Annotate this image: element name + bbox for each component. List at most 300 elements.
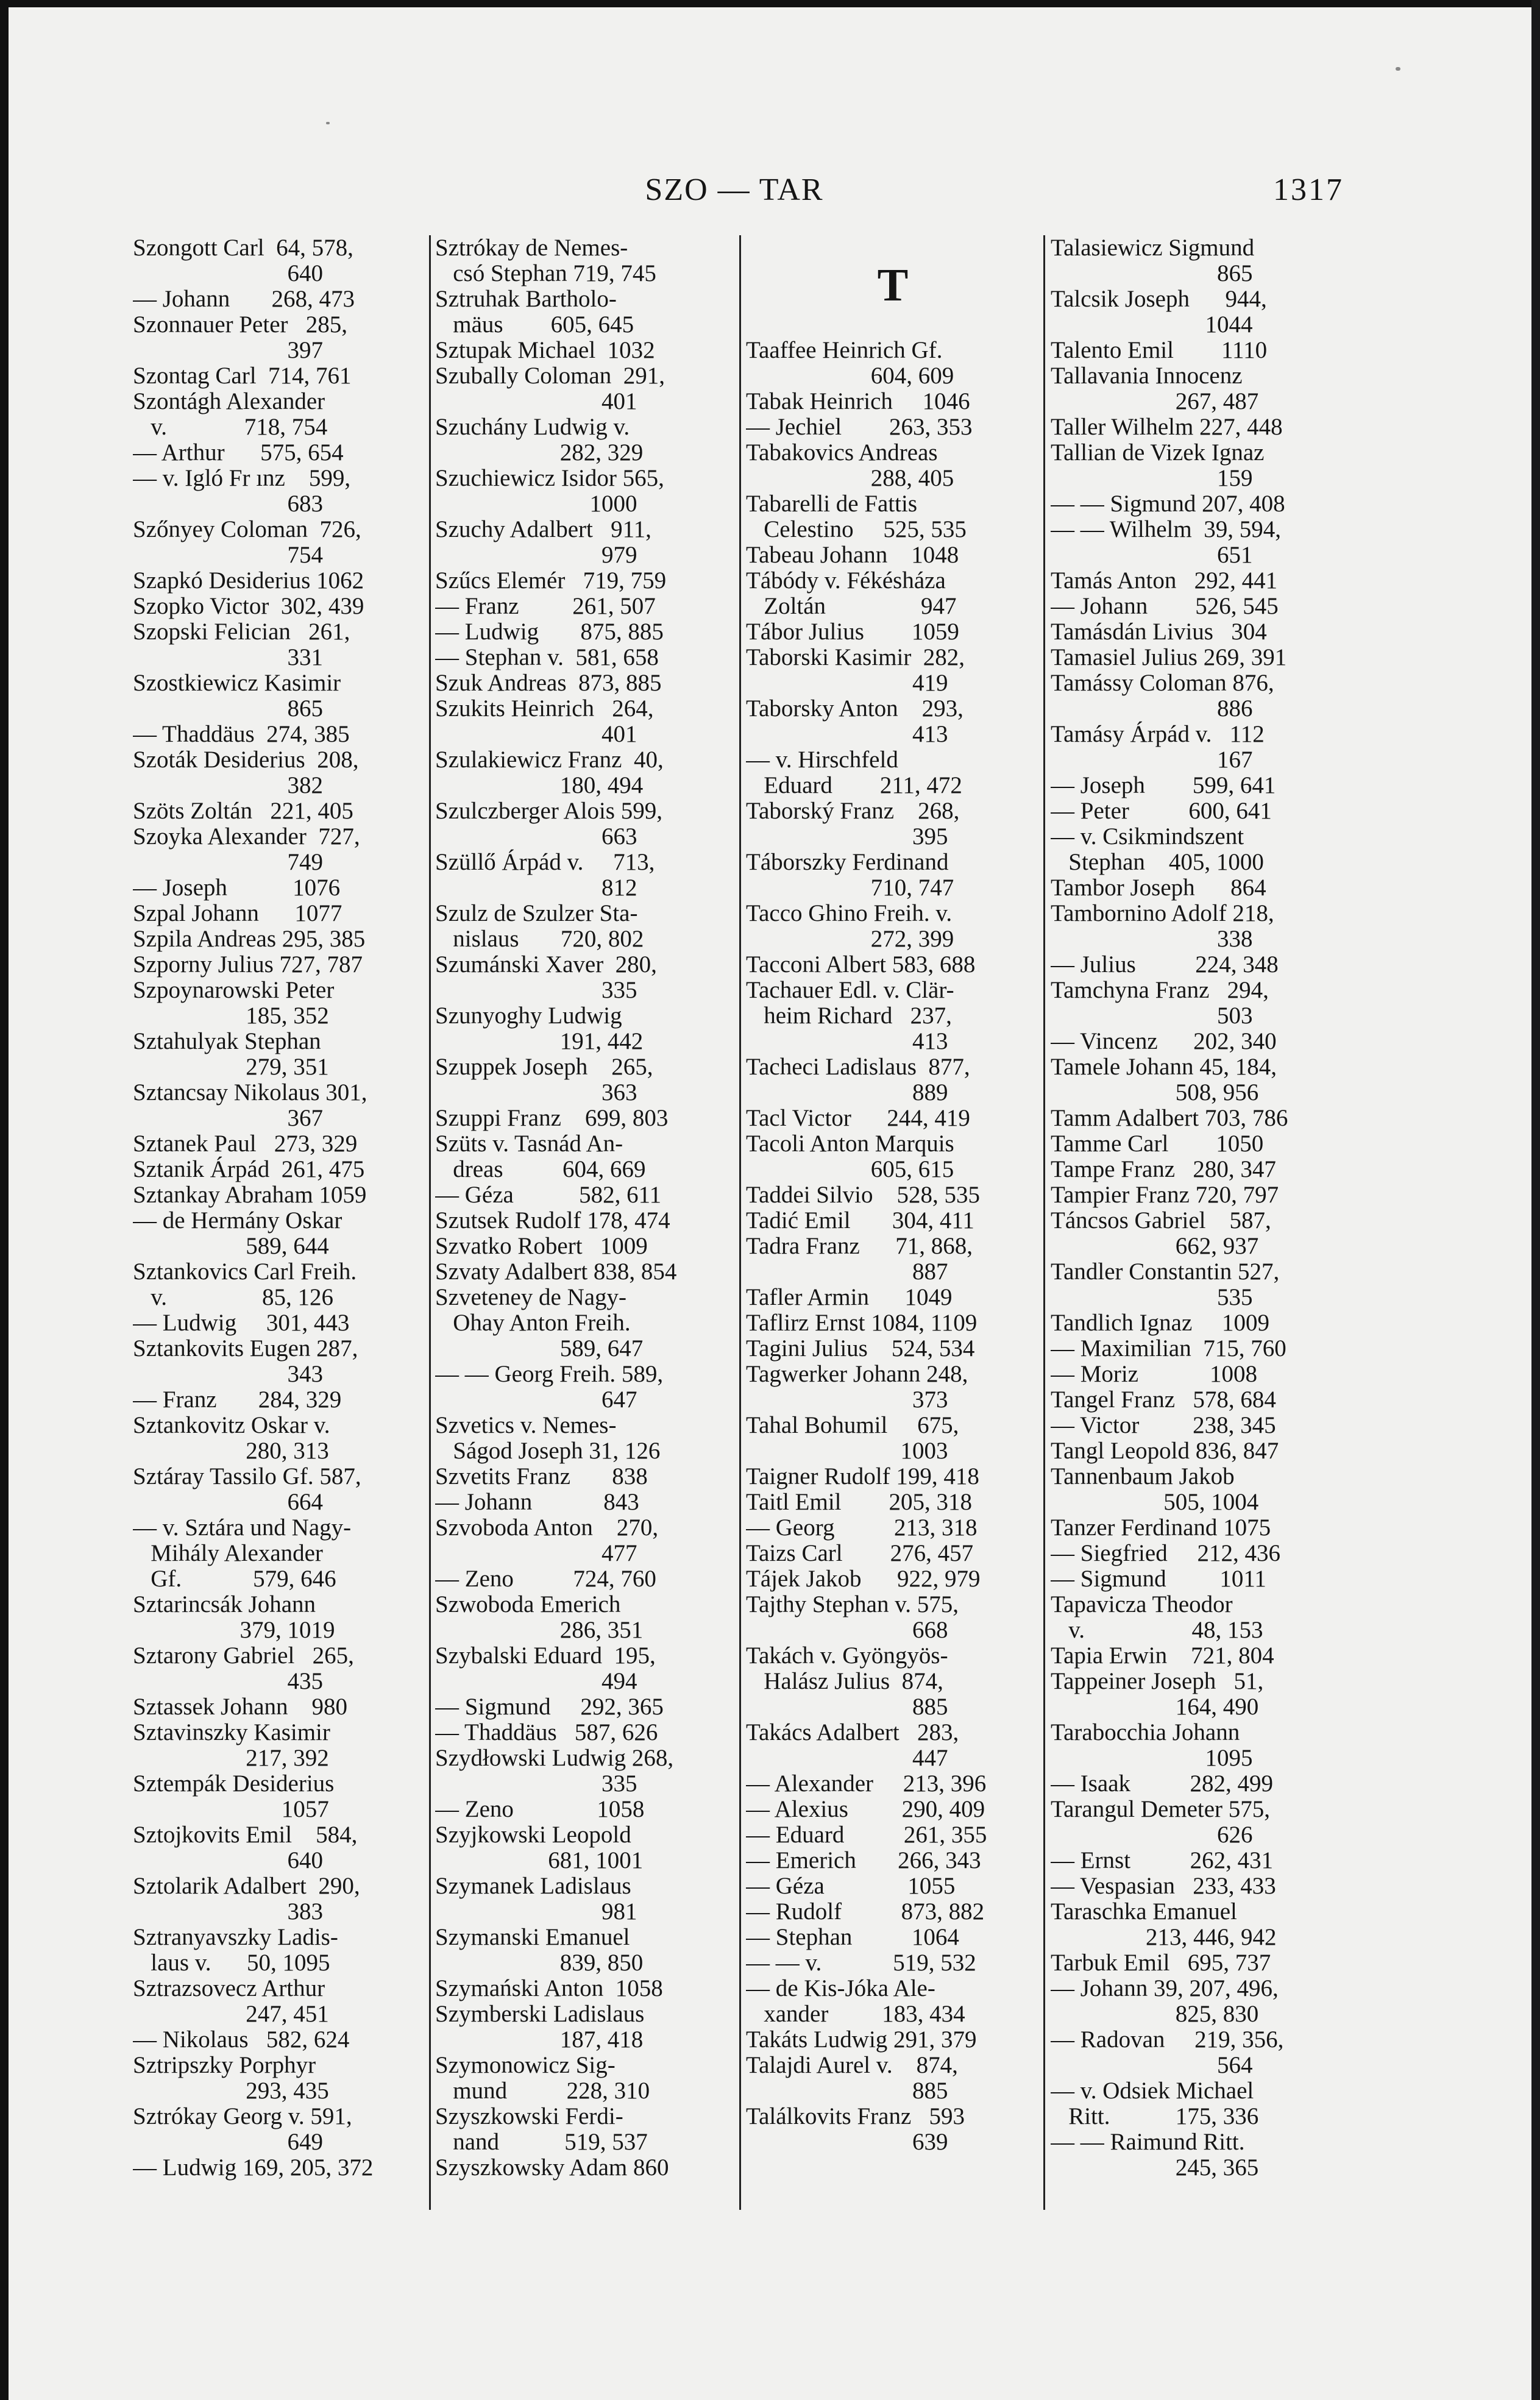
index-entry-line: laus v. 50, 1095 <box>133 1950 330 1976</box>
index-entry-line: Sztanik Árpád 261, 475 <box>133 1156 365 1182</box>
index-entry-line: Halász Julius 874, <box>746 1668 943 1694</box>
index-entry-line: Ságod Joseph 31, 126 <box>435 1438 661 1464</box>
index-entry-line: Ritt. 175, 336 <box>1051 2103 1259 2129</box>
index-entry-line: 683 <box>133 491 323 517</box>
index-entry-line: — Maximilian 715, 760 <box>1051 1335 1286 1362</box>
index-entry-line: 505, 1004 <box>1051 1489 1259 1515</box>
index-entry-line: Tandlich Ignaz 1009 <box>1051 1310 1269 1336</box>
index-entry-line: Sztancsay Nikolaus 301, <box>133 1079 367 1106</box>
index-entry-line: 435 <box>133 1668 323 1694</box>
index-entry-line: 604, 609 <box>746 363 954 389</box>
index-entry-line: 363 <box>435 1079 637 1106</box>
index-entry-line: Szuchány Ludwig v. <box>435 414 630 440</box>
index-entry-line: Tapia Erwin 721, 804 <box>1051 1642 1274 1669</box>
index-entry-line: Takáts Ludwig 291, 379 <box>746 2026 977 2053</box>
index-entry-line: Taborski Kasimir 282, <box>746 644 965 670</box>
index-entry-line: 668 <box>746 1617 948 1643</box>
index-entry-line: 367 <box>133 1105 323 1131</box>
index-entry-line: — Julius 224, 348 <box>1051 951 1279 978</box>
index-entry-line: v. 85, 126 <box>133 1284 333 1310</box>
index-entry-line: Szutsek Rudolf 178, 474 <box>435 1207 670 1234</box>
index-entry-line: 1044 <box>1051 311 1253 338</box>
index-entry-line: Sztrókay Georg v. 591, <box>133 2103 352 2129</box>
index-entry-line: Talajdi Aurel v. 874, <box>746 2052 958 2078</box>
index-entry-line: 401 <box>435 388 637 414</box>
index-entry-line: 589, 647 <box>435 1335 644 1362</box>
index-entry-line: 663 <box>435 823 637 850</box>
index-entry-line: — Moriz 1008 <box>1051 1361 1258 1387</box>
index-entry-line: Sztavinszky Kasimir <box>133 1719 330 1745</box>
index-entry-line: Szopski Felician 261, <box>133 619 350 645</box>
index-entry-line: 293, 435 <box>133 2078 329 2104</box>
index-entry-line: — Johann 526, 545 <box>1051 593 1279 619</box>
index-entry-line: 662, 937 <box>1051 1233 1259 1259</box>
index-entry-line: Taigner Rudolf 199, 418 <box>746 1463 979 1489</box>
index-entry-line: Sztranyavszky Ladis- <box>133 1924 338 1950</box>
index-entry-line: — Eduard 261, 355 <box>746 1822 987 1848</box>
index-entry-line: Tamasiel Julius 269, 391 <box>1051 644 1287 670</box>
index-entry-line: Stephan 405, 1000 <box>1051 849 1264 875</box>
index-entry-line: Szpila Andreas 295, 385 <box>133 926 366 952</box>
index-entry-line: — de Kis-Jóka Ale- <box>746 1975 935 2001</box>
index-entry-line: Taflirz Ernst 1084, 1109 <box>746 1310 978 1336</box>
index-entry-line: 335 <box>435 1770 637 1797</box>
index-entry-line: 865 <box>1051 260 1253 286</box>
index-entry-line: Tafler Armin 1049 <box>746 1284 953 1310</box>
index-entry-line: Tamchyna Franz 294, <box>1051 977 1269 1003</box>
running-head: SZO — TAR <box>645 172 824 207</box>
index-entry-line: Szostkiewicz Kasimir <box>133 670 341 696</box>
index-entry-line: Sztarony Gabriel 265, <box>133 1642 354 1669</box>
column-divider <box>739 235 741 2210</box>
index-entry-line: Celestino 525, 535 <box>746 516 967 542</box>
index-entry-line <box>746 312 1040 338</box>
index-entry-line: Tabarelli de Fattis <box>746 491 918 517</box>
index-entry-line: Tampier Franz 720, 797 <box>1051 1182 1279 1208</box>
index-entry-line: 564 <box>1051 2052 1253 2078</box>
index-entry-line: — Georg 213, 318 <box>746 1514 978 1541</box>
index-entry-line: 447 <box>746 1745 948 1771</box>
index-entry-line: Tabakovics Andreas <box>746 439 938 466</box>
index-entry-line: Tamele Johann 45, 184, <box>1051 1054 1277 1080</box>
index-entry-line: 401 <box>435 721 637 747</box>
index-entry-line: — Sigmund 1011 <box>1051 1566 1266 1592</box>
index-entry-line: 605, 615 <box>746 1156 954 1182</box>
index-entry-line: Sztarincsák Johann <box>133 1591 316 1617</box>
index-entry-line: Tadić Emil 304, 411 <box>746 1207 974 1234</box>
index-entry-line: Sztankovits Eugen 287, <box>133 1335 358 1362</box>
index-entry-line: Szporny Julius 727, 787 <box>133 951 363 978</box>
index-entry-line: Tabeau Johann 1048 <box>746 542 959 568</box>
index-entry-line: Táncsos Gabriel 587, <box>1051 1207 1271 1234</box>
index-entry-line: Tappeiner Joseph 51, <box>1051 1668 1264 1694</box>
index-entry-line: Sztojkovits Emil 584, <box>133 1822 358 1848</box>
column-divider <box>1043 235 1045 2210</box>
index-entry-line: 477 <box>435 1540 637 1566</box>
index-entry-line: Szuppek Joseph 265, <box>435 1054 653 1080</box>
index-entry-line: Zoltán 947 <box>746 593 957 619</box>
index-entry-line: — Ludwig 301, 443 <box>133 1310 350 1336</box>
index-entry-line: 395 <box>746 823 948 850</box>
index-entry-line: Tagwerker Johann 248, <box>746 1361 968 1387</box>
index-entry-line: 979 <box>435 542 637 568</box>
index-entry-line: Sztolarik Adalbert 290, <box>133 1873 360 1899</box>
index-entry-line: Tamásy Árpád v. 112 <box>1051 721 1265 747</box>
index-entry-line: csó Stephan 719, 745 <box>435 260 656 286</box>
index-entry-line: 589, 644 <box>133 1233 329 1259</box>
index-entry-line: Tambor Joseph 864 <box>1051 875 1266 901</box>
index-entry-line: — Franz 261, 507 <box>435 593 656 619</box>
index-entry-line: Tacl Victor 244, 419 <box>746 1105 970 1131</box>
index-entry-line: Sztankay Abraham 1059 <box>133 1182 367 1208</box>
index-entry-line: 825, 830 <box>1051 2001 1259 2027</box>
index-entry-line: 413 <box>746 1028 948 1054</box>
index-entry-line: Szulczberger Alois 599, <box>435 798 662 824</box>
index-entry-line: Takách v. Gyöngyös- <box>746 1642 948 1669</box>
index-entry-line: 379, 1019 <box>133 1617 335 1643</box>
index-entry-line: 383 <box>133 1898 323 1925</box>
index-entry-line: Találkovits Franz 593 <box>746 2103 965 2129</box>
index-entry-line: — Joseph 1076 <box>133 875 341 901</box>
index-entry-line: — v. Sztára und Nagy- <box>133 1514 352 1541</box>
index-column-4 <box>1051 235 1343 2210</box>
index-entry-line: Gf. 579, 646 <box>133 1566 336 1592</box>
index-entry-line: 272, 399 <box>746 926 954 952</box>
index-entry-line: Sztankovics Carl Freih. <box>133 1259 357 1285</box>
index-entry-line: Sztáray Tassilo Gf. 587, <box>133 1463 361 1489</box>
index-entry-line: Sztrókay de Nemes- <box>435 235 628 261</box>
index-entry-line: Tacheci Ladislaus 877, <box>746 1054 970 1080</box>
index-entry-line: 640 <box>133 260 323 286</box>
index-entry-line: — Arthur 575, 654 <box>133 439 344 466</box>
index-entry-line: Szvatko Robert 1009 <box>435 1233 648 1259</box>
index-entry-line: — v. Csikmindszent <box>1051 823 1244 850</box>
index-entry-line: Tangel Franz 578, 684 <box>1051 1386 1276 1413</box>
index-entry-line: Szuppi Franz 699, 803 <box>435 1105 669 1131</box>
section-letter: T <box>877 260 909 311</box>
index-entry-line: Szymański Anton 1058 <box>435 1975 663 2001</box>
index-entry-line: 280, 313 <box>133 1438 329 1464</box>
index-entry-line: mund 228, 310 <box>435 2078 650 2104</box>
index-entry-line: Tacoli Anton Marquis <box>746 1131 954 1157</box>
index-entry-line: Szűcs Elemér 719, 759 <box>435 567 667 594</box>
index-entry-line: Szybalski Eduard 195, <box>435 1642 656 1669</box>
index-entry-line: — Zeno 724, 760 <box>435 1566 656 1592</box>
index-entry-line: nislaus 720, 802 <box>435 926 644 952</box>
index-entry-line: Szoyka Alexander 727, <box>133 823 360 850</box>
index-entry-line: Szopko Victor 302, 439 <box>133 593 364 619</box>
index-entry-line: Szpal Johann 1077 <box>133 900 342 926</box>
index-entry-line: Szulakiewicz Franz 40, <box>435 747 664 773</box>
index-entry-line: — Thaddäus 274, 385 <box>133 721 350 747</box>
index-entry-line: Szulz de Szulzer Sta- <box>435 900 638 926</box>
index-entry-line: 335 <box>435 977 637 1003</box>
index-entry-line: 397 <box>133 337 323 363</box>
index-entry-line: Tallian de Vizek Ignaz <box>1051 439 1265 466</box>
page-header <box>125 172 1344 215</box>
index-entry-line: Tamme Carl 1050 <box>1051 1131 1264 1157</box>
index-entry-line: Tachauer Edl. v. Clär- <box>746 977 954 1003</box>
index-entry-line: Tamm Adalbert 703, 786 <box>1051 1105 1288 1131</box>
index-entry-line: — Stephan 1064 <box>746 1924 959 1950</box>
index-entry-line: 981 <box>435 1898 637 1925</box>
index-entry-line: Szöts Zoltán 221, 405 <box>133 798 353 824</box>
scan-speck <box>1396 67 1400 71</box>
index-entry-line: Szymonowicz Sig- <box>435 2052 616 2078</box>
index-entry-line: Szymberski Ladislaus <box>435 2001 645 2027</box>
index-entry-line: — Joseph 599, 641 <box>1051 772 1276 798</box>
index-entry-line: Sztahulyak Stephan <box>133 1028 321 1054</box>
index-entry-line: 812 <box>435 875 637 901</box>
index-entry-line: 749 <box>133 849 323 875</box>
index-entry-line: — — v. 519, 532 <box>746 1950 976 1976</box>
index-entry-line: — Thaddäus 587, 626 <box>435 1719 658 1745</box>
index-entry-line: Tanzer Ferdinand 1075 <box>1051 1514 1271 1541</box>
index-entry-line: — Ludwig 169, 205, 372 <box>133 2154 374 2181</box>
index-entry-line: 343 <box>133 1361 323 1387</box>
index-entry-line: Táborszky Ferdinand <box>746 849 949 875</box>
index-entry-line: 413 <box>746 721 948 747</box>
index-entry-line: 1057 <box>133 1796 329 1822</box>
index-entry-line: 338 <box>1051 926 1253 952</box>
index-entry-line: — Radovan 219, 356, <box>1051 2026 1284 2053</box>
index-entry-line: Mihály Alexander <box>133 1540 323 1566</box>
index-column-3 <box>746 235 1040 2210</box>
index-entry-line: — Alexander 213, 396 <box>746 1770 987 1797</box>
index-entry-line: 159 <box>1051 465 1253 491</box>
index-entry-line: Taitl Emil 205, 318 <box>746 1489 972 1515</box>
index-entry-line: 247, 451 <box>133 2001 329 2027</box>
index-entry-line: 865 <box>133 695 323 722</box>
index-entry-line: Talasiewicz Sigmund <box>1051 235 1255 261</box>
index-entry-line: 419 <box>746 670 948 696</box>
index-column-2 <box>435 235 730 2210</box>
index-entry-line: Taizs Carl 276, 457 <box>746 1540 974 1566</box>
index-entry-line: Taborský Franz 268, <box>746 798 960 824</box>
index-entry-line: heim Richard 237, <box>746 1003 952 1029</box>
index-entry-line: 639 <box>746 2129 948 2155</box>
index-entry-line: Tahal Bohumil 675, <box>746 1412 959 1438</box>
index-entry-line: Szwoboda Emerich <box>435 1591 621 1617</box>
index-entry-line: Taborsky Anton 293, <box>746 695 963 722</box>
index-entry-line: nand 519, 537 <box>435 2129 648 2155</box>
index-entry-line: Szyszkowski Ferdi- <box>435 2103 623 2129</box>
index-entry-line: 664 <box>133 1489 323 1515</box>
index-entry-line: 710, 747 <box>746 875 954 901</box>
index-entry-line: Szuchy Adalbert 911, <box>435 516 651 542</box>
index-entry-line: Tamássy Coloman 876, <box>1051 670 1274 696</box>
index-entry-line: Tabak Heinrich 1046 <box>746 388 970 414</box>
index-entry-line: 217, 392 <box>133 1745 329 1771</box>
index-entry-line: Szyjkowski Leopold <box>435 1822 631 1848</box>
index-entry-line: 839, 850 <box>435 1950 644 1976</box>
index-entry-line: Szapkó Desiderius 1062 <box>133 567 364 594</box>
index-entry-line: Szüllő Árpád v. 713, <box>435 849 655 875</box>
index-entry-line: — — Sigmund 207, 408 <box>1051 491 1285 517</box>
index-entry-line: Sztruhak Bartholo- <box>435 286 617 312</box>
index-entry-line: — Vincenz 202, 340 <box>1051 1028 1277 1054</box>
index-entry-line: Tannenbaum Jakob <box>1051 1463 1235 1489</box>
index-entry-line: 535 <box>1051 1284 1253 1310</box>
index-entry-line: Tamásdán Livius 304 <box>1051 619 1267 645</box>
index-entry-line: 187, 418 <box>435 2026 644 2053</box>
index-entry-line: Tagini Julius 524, 534 <box>746 1335 975 1362</box>
index-entry-line: — Johann 268, 473 <box>133 286 355 312</box>
index-entry-line: Szvetits Franz 838 <box>435 1463 648 1489</box>
index-entry-line: 331 <box>133 644 323 670</box>
index-entry-line: 245, 365 <box>1051 2154 1259 2181</box>
index-entry-line: — Johann 39, 207, 496, <box>1051 1975 1279 2001</box>
index-entry-line: Sztassek Johann 980 <box>133 1694 348 1720</box>
index-entry-line: — Emerich 266, 343 <box>746 1847 981 1873</box>
index-entry-line: 649 <box>133 2129 323 2155</box>
index-entry-line: xander 183, 434 <box>746 2001 965 2027</box>
index-entry-line: — v. Igló Fr ınz 599, <box>133 465 351 491</box>
index-entry-line: Szontag Carl 714, 761 <box>133 363 352 389</box>
index-entry-line: Tacconi Albert 583, 688 <box>746 951 976 978</box>
index-entry-line: Szonnauer Peter 285, <box>133 311 347 338</box>
index-entry-line: — — Wilhelm 39, 594, <box>1051 516 1281 542</box>
index-entry-line: Taddei Silvio 528, 535 <box>746 1182 981 1208</box>
index-entry-line: 508, 956 <box>1051 1079 1259 1106</box>
index-entry-line: 1003 <box>746 1438 948 1464</box>
index-entry-line: 681, 1001 <box>435 1847 644 1873</box>
index-entry-line: Sztempák Desiderius <box>133 1770 335 1797</box>
index-entry-line: — Géza 582, 611 <box>435 1182 662 1208</box>
index-entry-line: Talento Emil 1110 <box>1051 337 1268 363</box>
index-entry-line: — Siegfried 212, 436 <box>1051 1540 1280 1566</box>
index-entry-line: 1000 <box>435 491 637 517</box>
index-entry-line: Taaffee Heinrich Gf. <box>746 337 943 363</box>
index-entry-line: 282, 329 <box>435 439 644 466</box>
index-entry-line: 180, 494 <box>435 772 644 798</box>
index-entry-line: — Johann 843 <box>435 1489 639 1515</box>
index-entry-line: — Alexius 290, 409 <box>746 1796 985 1822</box>
index-entry-line: Tábor Julius 1059 <box>746 619 959 645</box>
index-entry-line: — Stephan v. 581, 658 <box>435 644 659 670</box>
index-entry-line: — v. Hirschfeld <box>746 747 898 773</box>
index-entry-line: Tarangul Demeter 575, <box>1051 1796 1271 1822</box>
index-entry-line: Takács Adalbert 283, <box>746 1719 959 1745</box>
index-entry-line: — Sigmund 292, 365 <box>435 1694 664 1720</box>
index-entry-line: Szymanek Ladislaus <box>435 1873 631 1899</box>
index-entry-line: Tambornino Adolf 218, <box>1051 900 1274 926</box>
index-entry-line: 382 <box>133 772 323 798</box>
index-entry-line: — — Raimund Ritt. <box>1051 2129 1245 2155</box>
index-entry-line: Szumánski Xaver 280, <box>435 951 657 978</box>
index-entry-line: — Vespasian 233, 433 <box>1051 1873 1276 1899</box>
index-entry-line: 213, 446, 942 <box>1051 1924 1277 1950</box>
index-entry-line: 164, 490 <box>1051 1694 1259 1720</box>
index-entry-line: — Rudolf 873, 882 <box>746 1898 985 1925</box>
index-entry-line: 647 <box>435 1386 637 1413</box>
scan-border-left <box>0 0 9 2400</box>
index-entry-line: Taller Wilhelm 227, 448 <box>1051 414 1283 440</box>
index-entry-line: Tacco Ghino Freih. v. <box>746 900 953 926</box>
index-entry-line: Tajthy Stephan v. 575, <box>746 1591 959 1617</box>
index-entry-line: 887 <box>746 1259 948 1285</box>
index-entry-line: dreas 604, 669 <box>435 1156 646 1182</box>
page-number: 1317 <box>1273 172 1344 207</box>
index-entry-line: Szuk Andreas 873, 885 <box>435 670 662 696</box>
index-entry-line: v. 718, 754 <box>133 414 328 440</box>
index-entry-line: 885 <box>746 1694 948 1720</box>
index-entry-line: Szvaty Adalbert 838, 854 <box>435 1259 677 1285</box>
index-entry-line: Szveteney de Nagy- <box>435 1284 627 1310</box>
index-entry-line: Szuchiewicz Isidor 565, <box>435 465 664 491</box>
index-entry-line: v. 48, 153 <box>1051 1617 1263 1643</box>
index-entry-line: Szubally Coloman 291, <box>435 363 665 389</box>
index-entry-line: Szongott Carl 64, 578, <box>133 235 353 261</box>
index-entry-line: — Ludwig 875, 885 <box>435 619 664 645</box>
scan-speck <box>326 122 330 124</box>
index-entry-line: 889 <box>746 1079 948 1106</box>
index-entry-line: — Isaak 282, 499 <box>1051 1770 1274 1797</box>
index-entry-line: 286, 351 <box>435 1617 644 1643</box>
index-entry-line: — Nikolaus 582, 624 <box>133 2026 350 2053</box>
index-entry-line: 1095 <box>1051 1745 1253 1771</box>
index-entry-line: Szontágh Alexander <box>133 388 325 414</box>
index-entry-line: Eduard 211, 472 <box>746 772 962 798</box>
index-entry-line: Szydłowski Ludwig 268, <box>435 1745 674 1771</box>
index-entry-line: Tarabocchia Johann <box>1051 1719 1240 1745</box>
index-entry-line: Sztrazsovecz Arthur <box>133 1975 325 2001</box>
index-entry-line: Talcsik Joseph 944, <box>1051 286 1267 312</box>
index-entry-line: — Peter 600, 641 <box>1051 798 1272 824</box>
scan-border-top <box>0 0 1540 7</box>
index-entry-line: Tapavicza Theodor <box>1051 1591 1233 1617</box>
index-entry-line: — v. Odsiek Michael <box>1051 2078 1254 2104</box>
column-divider <box>429 235 431 2210</box>
index-entry-line: 886 <box>1051 695 1253 722</box>
index-entry-line: 191, 442 <box>435 1028 644 1054</box>
index-entry-line: 640 <box>133 1847 323 1873</box>
index-entry-line: 885 <box>746 2078 948 2104</box>
index-entry-line: Tábódy v. Fékésháza <box>746 567 946 594</box>
index-entry-line: Szvoboda Anton 270, <box>435 1514 659 1541</box>
index-entry-line: Szüts v. Tasnád An- <box>435 1131 623 1157</box>
index-entry-line: Szvetics v. Nemes- <box>435 1412 617 1438</box>
index-entry-line: — Victor 238, 345 <box>1051 1412 1276 1438</box>
index-entry-line: Sztankovitz Oskar v. <box>133 1412 330 1438</box>
index-entry-line: Tandler Constantin 527, <box>1051 1259 1280 1285</box>
index-entry-line: Ohay Anton Freih. <box>435 1310 631 1336</box>
index-entry-line: — de Hermány Oskar <box>133 1207 342 1234</box>
index-entry-line: Tamás Anton 292, 441 <box>1051 567 1278 594</box>
index-entry-line: — Ernst 262, 431 <box>1051 1847 1274 1873</box>
index-entry-line: Tampe Franz 280, 347 <box>1051 1156 1276 1182</box>
scan-border-right <box>1531 0 1540 2400</box>
index-entry-line: Tallavania Innocenz <box>1051 363 1243 389</box>
index-entry-line: — — Georg Freih. 589, <box>435 1361 664 1387</box>
index-entry-line: 267, 487 <box>1051 388 1259 414</box>
index-entry-line: 503 <box>1051 1003 1253 1029</box>
index-entry-line: mäus 605, 645 <box>435 311 634 338</box>
index-entry-line: Tangl Leopold 836, 847 <box>1051 1438 1279 1464</box>
index-entry-line: 754 <box>133 542 323 568</box>
index-entry-line: 373 <box>746 1386 948 1413</box>
index-entry-line: 288, 405 <box>746 465 954 491</box>
index-entry-line: Szoták Desiderius 208, <box>133 747 359 773</box>
index-entry-line: Szymanski Emanuel <box>435 1924 630 1950</box>
index-entry-line: Taraschka Emanuel <box>1051 1898 1237 1925</box>
index-entry-line: — Jechiel 263, 353 <box>746 414 973 440</box>
index-entry-line: — Zeno 1058 <box>435 1796 645 1822</box>
index-entry-line: Sztupak Michael 1032 <box>435 337 655 363</box>
index-entry-line: — Géza 1055 <box>746 1873 956 1899</box>
index-entry-line: Tadra Franz 71, 868, <box>746 1233 973 1259</box>
index-entry-line: 494 <box>435 1668 637 1694</box>
